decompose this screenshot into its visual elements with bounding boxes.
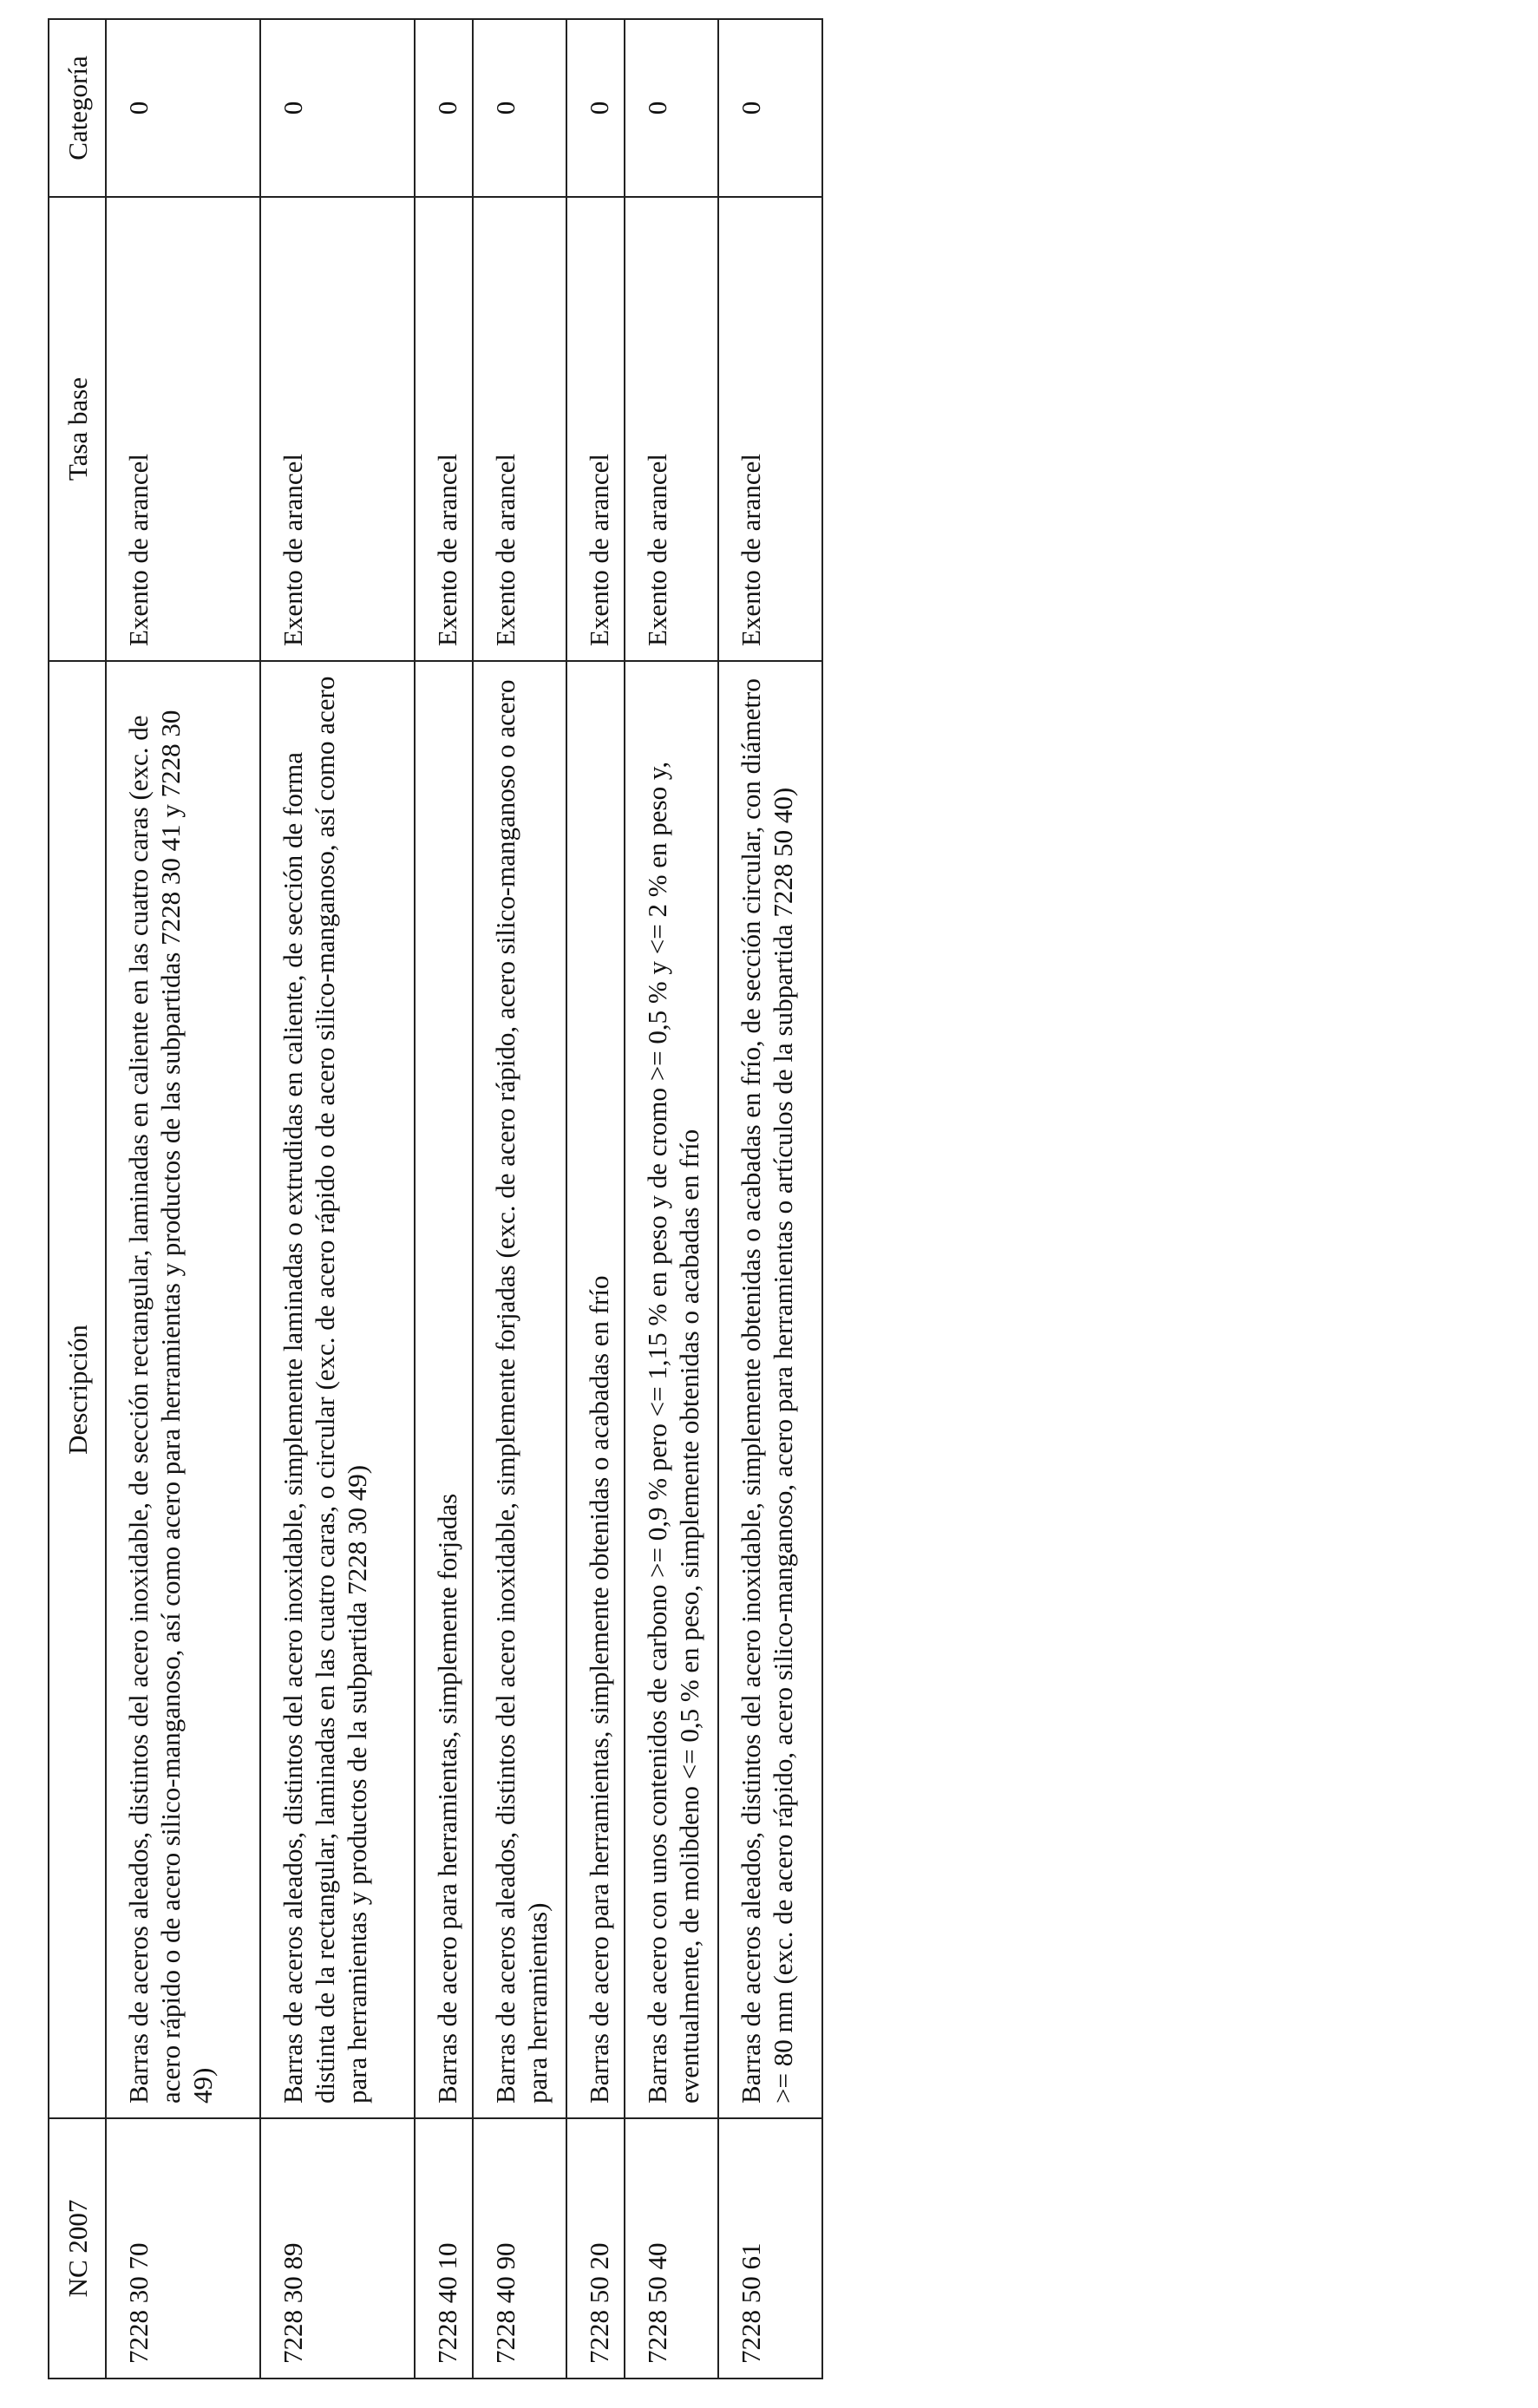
cell-base-rate: Exento de arancel (625, 197, 718, 661)
tariff-table (48, 18, 823, 2379)
table-row (415, 19, 473, 2379)
table-row (566, 19, 625, 2379)
header-description: Descripción (49, 661, 106, 2118)
table-row (473, 19, 566, 2379)
cell-category: 0 (566, 19, 625, 197)
cell-description: Barras de aceros aleados, distintos del acero inoxidable, de sección rectangular, laminadas en caliente en las cuatro caras (exc. de acero rápido o de acero silico-manganoso, así como acero para herramientas y productos de las subpartidas 7228 30 41 y 7228 30 49) (106, 661, 260, 2118)
table-body (106, 19, 822, 2379)
cell-code: 7228 30 89 (260, 2118, 415, 2379)
table-row (106, 19, 260, 2379)
cell-description: Barras de acero con unos contenidos de carbono >= 0,9 % pero <= 1,15 % en peso y de cromo >= 0,5 % y <= 2 % en peso y, eventualmente, de molibdeno <= 0,5 % en peso, simplemente obtenidas o acabadas en frío (625, 661, 718, 2118)
cell-code: 7228 40 10 (415, 2118, 473, 2379)
cell-category: 0 (718, 19, 822, 197)
cell-category: 0 (415, 19, 473, 197)
cell-code: 7228 50 61 (718, 2118, 822, 2379)
header-code: NC 2007 (49, 2118, 106, 2379)
cell-base-rate: Exento de arancel (473, 197, 566, 661)
cell-base-rate: Exento de arancel (415, 197, 473, 661)
header-row (49, 19, 106, 2379)
cell-description: Barras de acero para herramientas, simplemente obtenidas o acabadas en frío (566, 661, 625, 2118)
cell-code: 7228 50 40 (625, 2118, 718, 2379)
cell-category: 0 (106, 19, 260, 197)
cell-code: 7228 40 90 (473, 2118, 566, 2379)
cell-base-rate: Exento de arancel (718, 197, 822, 661)
cell-code: 7228 50 20 (566, 2118, 625, 2379)
header-category: Categoría (49, 19, 106, 197)
cell-description: Barras de aceros aleados, distintos del acero inoxidable, simplemente forjadas (exc. de acero rápido, acero silico-manganoso o acero para herramientas) (473, 661, 566, 2118)
cell-category: 0 (473, 19, 566, 197)
table-row (260, 19, 415, 2379)
cell-base-rate: Exento de arancel (566, 197, 625, 661)
cell-category: 0 (260, 19, 415, 197)
cell-base-rate: Exento de arancel (106, 197, 260, 661)
table-header (49, 19, 106, 2379)
cell-description: Barras de aceros aleados, distintos del acero inoxidable, simplemente laminadas o extrudidas en caliente, de sección de forma distinta de la rectangular, laminadas en las cuatro caras, o circular (exc. de acero rápido o de acero silico-manganoso, así como acero para herramientas y productos de la subpartida 7228 30 49) (260, 661, 415, 2118)
cell-category: 0 (625, 19, 718, 197)
cell-description: Barras de acero para herramientas, simplemente forjadas (415, 661, 473, 2118)
table-row (625, 19, 718, 2379)
header-base-rate: Tasa base (49, 197, 106, 661)
table-row (718, 19, 822, 2379)
cell-code: 7228 30 70 (106, 2118, 260, 2379)
cell-description: Barras de aceros aleados, distintos del acero inoxidable, simplemente obtenidas o acabadas en frío, de sección circular, con diámetro >= 80 mm (exc. de acero rápido, acero silico-manganoso, acero para herramientas o artículos de la subpartida 7228 50 40) (718, 661, 822, 2118)
cell-base-rate: Exento de arancel (260, 197, 415, 661)
